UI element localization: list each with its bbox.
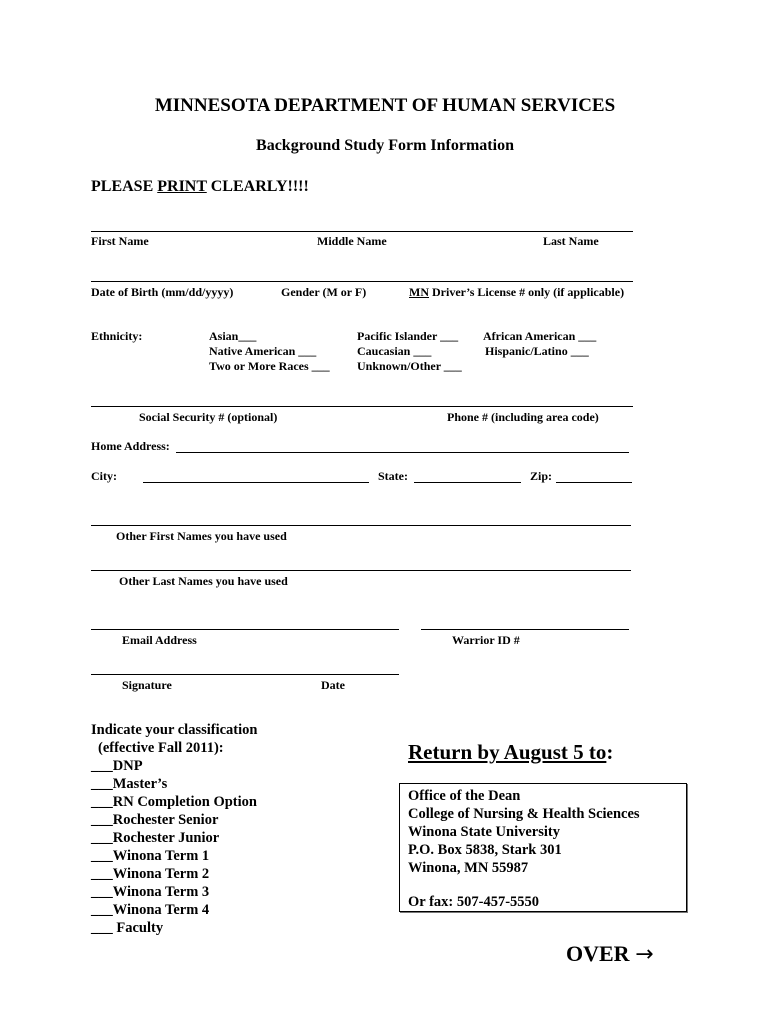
state-line[interactable] xyxy=(414,482,521,483)
address-college: College of Nursing & Health Sciences xyxy=(408,806,640,822)
address-office: Office of the Dean xyxy=(408,788,521,804)
warrior-id-label: Warrior ID # xyxy=(452,633,520,647)
date-label: Date xyxy=(321,678,345,692)
ethnicity-african-american[interactable]: African American ___ xyxy=(483,329,597,343)
option-rochester-senior[interactable]: ___Rochester Senior xyxy=(91,812,219,828)
home-address-label: Home Address: xyxy=(91,439,170,453)
middle-name-label: Middle Name xyxy=(317,234,387,248)
first-name-label: First Name xyxy=(91,234,149,248)
dob-label: Date of Birth (mm/dd/yyyy) xyxy=(91,285,234,299)
return-heading-text: Return by August 5 to xyxy=(408,740,607,764)
dob-line[interactable] xyxy=(91,281,633,282)
address-po-box: P.O. Box 5838, Stark 301 xyxy=(408,842,562,858)
department-title: MINNESOTA DEPARTMENT OF HUMAN SERVICES xyxy=(154,95,616,116)
other-last-names-label: Other Last Names you have used xyxy=(119,574,288,588)
warrior-id-line[interactable] xyxy=(421,629,629,630)
ssn-phone-line[interactable] xyxy=(91,406,633,407)
license-label xyxy=(409,285,624,300)
option-winona-term-3[interactable]: ___Winona Term 3 xyxy=(91,884,210,900)
option-winona-term-2[interactable]: ___Winona Term 2 xyxy=(91,866,210,882)
signature-line[interactable] xyxy=(91,674,399,675)
return-heading xyxy=(408,740,613,765)
address-city: Winona, MN 55987 xyxy=(408,860,529,876)
option-rochester-junior[interactable]: ___Rochester Junior xyxy=(91,830,220,846)
city-label: City: xyxy=(91,469,117,483)
option-rn-completion[interactable]: ___RN Completion Option xyxy=(91,794,257,810)
classification-effective: (effective Fall 2011): xyxy=(98,740,224,756)
email-label: Email Address xyxy=(122,633,197,647)
over-text: OVER xyxy=(566,941,630,966)
name-line[interactable] xyxy=(91,231,633,232)
gender-label: Gender (M or F) xyxy=(281,285,367,299)
option-faculty[interactable]: ___ Faculty xyxy=(91,920,164,936)
print-instruction xyxy=(91,178,309,196)
option-masters[interactable]: ___Master’s xyxy=(91,776,168,792)
email-line[interactable] xyxy=(91,629,399,630)
right-arrow-icon: → xyxy=(635,942,654,967)
state-label: State: xyxy=(378,469,408,483)
classification-heading: Indicate your classification xyxy=(91,722,258,738)
return-address-box xyxy=(399,783,687,912)
ethnicity-caucasian[interactable]: Caucasian ___ xyxy=(357,344,432,358)
ethnicity-two-or-more[interactable]: Two or More Races ___ xyxy=(209,359,330,373)
ethnicity-unknown-other[interactable]: Unknown/Other ___ xyxy=(357,359,462,373)
last-name-label: Last Name xyxy=(543,234,599,248)
fax-number: Or fax: 507-457-5550 xyxy=(408,894,540,910)
ethnicity-pacific-islander[interactable]: Pacific Islander ___ xyxy=(357,329,459,343)
other-first-names-label: Other First Names you have used xyxy=(116,529,287,543)
ethnicity-native-american[interactable]: Native American ___ xyxy=(209,344,317,358)
instruction-emph: PRINT xyxy=(157,178,207,195)
instruction-pre: PLEASE xyxy=(91,178,158,195)
option-winona-term-4[interactable]: ___Winona Term 4 xyxy=(91,902,210,918)
license-prefix: MN xyxy=(409,285,429,299)
city-line[interactable] xyxy=(143,482,369,483)
address-university: Winona State University xyxy=(408,824,560,840)
return-heading-colon: : xyxy=(606,740,614,764)
instruction-post: CLEARLY!!!! xyxy=(206,178,309,195)
zip-line[interactable] xyxy=(556,482,632,483)
ethnicity-label: Ethnicity: xyxy=(91,329,143,343)
signature-label: Signature xyxy=(122,678,172,692)
other-first-names-line[interactable] xyxy=(91,525,631,526)
ethnicity-asian[interactable]: Asian___ xyxy=(209,329,257,343)
option-winona-term-1[interactable]: ___Winona Term 1 xyxy=(91,848,210,864)
other-last-names-line[interactable] xyxy=(91,570,631,571)
license-rest: Driver’s License # only (if applicable) xyxy=(429,285,625,299)
ethnicity-hispanic-latino[interactable]: Hispanic/Latino ___ xyxy=(485,344,589,358)
zip-label: Zip: xyxy=(530,469,553,483)
ssn-label: Social Security # (optional) xyxy=(139,410,278,424)
form-title: Background Study Form Information xyxy=(256,137,514,154)
home-address-line[interactable] xyxy=(176,452,629,453)
over-indicator xyxy=(566,941,654,967)
option-dnp[interactable]: ___DNP xyxy=(91,758,143,774)
phone-label: Phone # (including area code) xyxy=(447,410,599,424)
